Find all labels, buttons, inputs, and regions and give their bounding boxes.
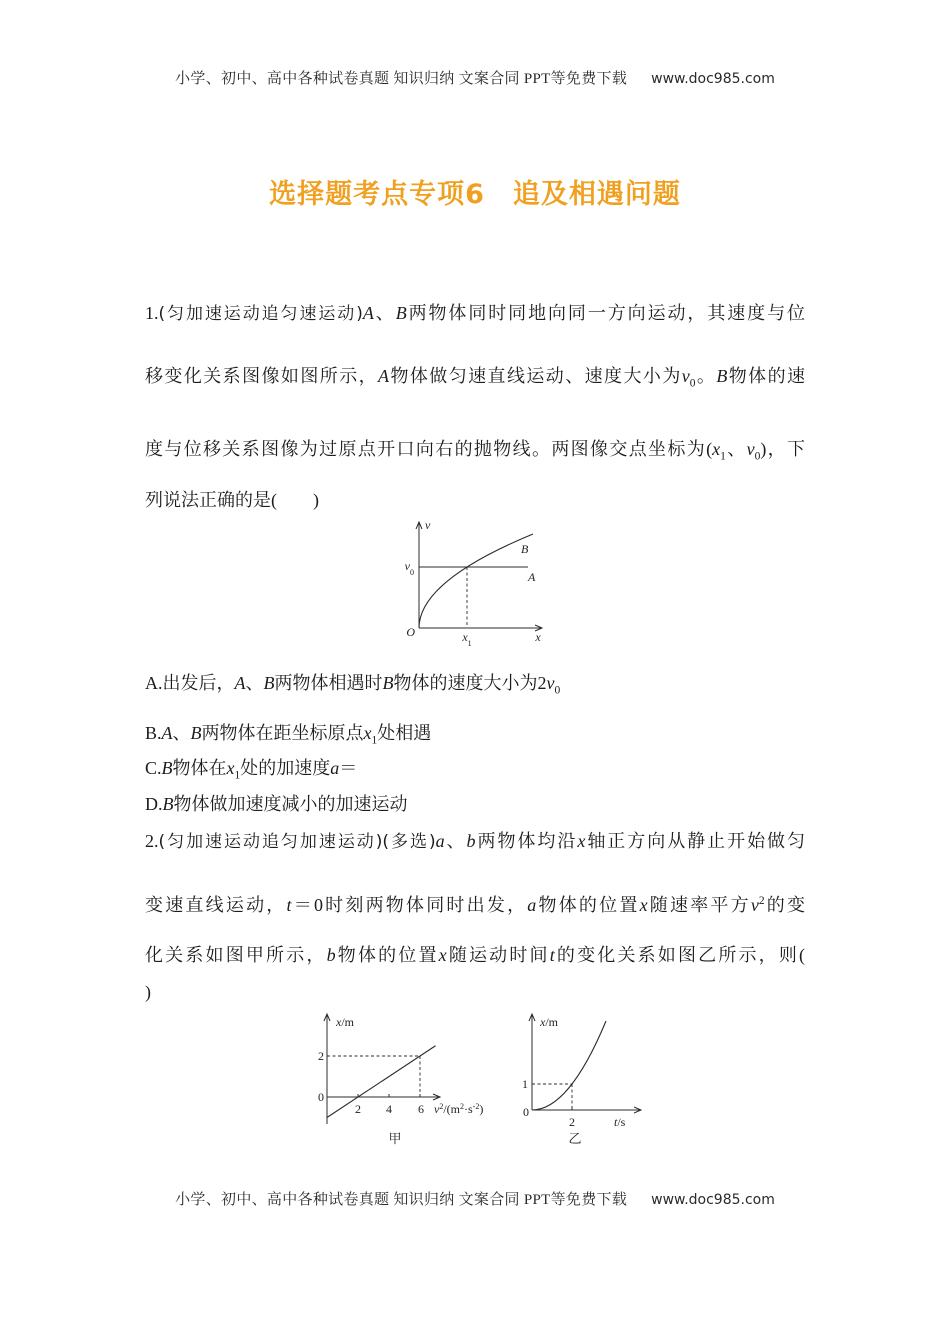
- footer-site: www.doc985.com: [651, 1192, 775, 1208]
- page-footer: [0, 1188, 950, 1212]
- text-run: A.出发后，: [145, 673, 235, 693]
- header-site: www.doc985.com: [651, 71, 775, 87]
- t-tick-label-2: 2: [569, 1115, 575, 1129]
- text-run: 的变化关系如图乙所示，则(: [554, 945, 806, 965]
- math-variable: t: [286, 895, 292, 915]
- y-tick-label-0: 0: [318, 1090, 324, 1104]
- text-run: 轴正方向从静止开始做匀: [585, 831, 806, 851]
- x1-label-sub: 1: [467, 638, 472, 648]
- math-variable: x: [639, 895, 648, 915]
- math-variable: b: [466, 831, 476, 851]
- math-variable: a: [330, 758, 340, 778]
- q1-option-a: [145, 671, 560, 695]
- page-title: 选择题考点专项6 追及相遇问题: [269, 179, 681, 210]
- x-axis-label-sup: -2: [472, 1101, 480, 1111]
- v-axis-label: v: [425, 518, 431, 532]
- x-axis-label-sup: 2: [439, 1101, 444, 1111]
- text-run: 两物体相遇时: [274, 673, 383, 693]
- text-run: 处的加速度: [240, 758, 331, 778]
- text-run: 、: [245, 673, 264, 693]
- y-tick-label-1: 1: [522, 1077, 528, 1091]
- x-t-curve: [532, 1021, 606, 1110]
- q1-line-4: [145, 488, 319, 512]
- text-run: 、: [444, 831, 467, 851]
- q2-line-2: [145, 893, 805, 917]
- q1-option-d: [145, 792, 408, 816]
- text-run: C.: [145, 758, 162, 778]
- math-variable: B: [161, 758, 173, 778]
- page-header: [0, 67, 950, 91]
- math-variable: A: [362, 303, 374, 323]
- x1-label-main: x: [462, 630, 468, 644]
- math-variable: A: [161, 723, 173, 743]
- math-variable: A: [234, 673, 246, 693]
- text-run: 移变化关系图像如图所示，: [145, 366, 379, 386]
- x-tick-label-4: 4: [386, 1102, 392, 1116]
- footer-text: 小学、初中、高中各种试卷真题 知识归纳 文案合同 PPT等免费下载: [175, 1192, 628, 1208]
- y-tick-label-2: 2: [318, 1049, 324, 1063]
- text-run: B.: [145, 723, 162, 743]
- topic-tag: (匀加速运动追匀速运动): [158, 304, 363, 324]
- text-run: 两物体同时同地向同一方向运动，其速度与位: [406, 303, 806, 323]
- superscript: 2: [758, 895, 765, 907]
- text-run: 物体在: [172, 758, 227, 778]
- line-a-label: A: [528, 570, 536, 584]
- y-axis-label-unit: /m: [341, 1015, 354, 1029]
- y-axis-label-var: x: [336, 1015, 342, 1029]
- math-variable: b: [326, 945, 336, 965]
- text-run: 物体的速: [727, 366, 806, 386]
- y-axis-label: [539, 1015, 559, 1029]
- x-axis-label: x: [535, 630, 541, 644]
- x-axis-label-sup: 2: [460, 1101, 464, 1111]
- math-variable: v: [746, 439, 755, 459]
- math-variable: B: [382, 673, 394, 693]
- text-run: 物体做加速度减小的加速运动: [173, 794, 408, 814]
- origin-label: O: [406, 625, 415, 639]
- math-variable: x: [577, 831, 586, 851]
- text-run: 两物体均沿: [475, 831, 578, 851]
- x-axis-label: [434, 1102, 483, 1117]
- text-run: )，下: [760, 439, 806, 459]
- text-run: 化关系如图甲所示，: [145, 945, 327, 965]
- figure-caption-yi: 乙: [568, 1131, 582, 1146]
- topic-tag: (匀加速运动追匀加速运动)(多选): [158, 832, 436, 852]
- text-run: 物体的速度大小为2: [393, 673, 547, 693]
- subscript: 0: [554, 684, 561, 697]
- origin-label: 0: [523, 1105, 529, 1119]
- q1-line-3: [145, 437, 805, 461]
- x-tick-label-2: 2: [355, 1102, 361, 1116]
- text-run: 处相遇: [377, 723, 432, 743]
- math-variable: x: [226, 758, 235, 778]
- y-axis-label-var: x: [540, 1015, 546, 1029]
- figure-caption-jia: 甲: [388, 1131, 402, 1146]
- q1-option-b: [145, 721, 431, 745]
- text-run: 随速率平方: [647, 895, 751, 915]
- math-variable: a: [435, 831, 445, 851]
- math-variable: A: [378, 366, 390, 386]
- subscript: 0: [689, 377, 696, 390]
- math-variable: v: [546, 673, 555, 693]
- text-run: ): [145, 982, 151, 1002]
- text-run: D.: [145, 794, 163, 814]
- math-variable: x: [438, 945, 447, 965]
- text-run: 。: [695, 366, 717, 386]
- y-axis-label-unit: /m: [545, 1015, 558, 1029]
- math-variable: B: [716, 366, 728, 386]
- math-variable: B: [162, 794, 174, 814]
- x-axis-label-unit: ·s: [464, 1102, 473, 1116]
- y-axis-label: [335, 1015, 355, 1029]
- math-variable: a: [527, 895, 537, 915]
- text-run: ＝: [339, 758, 358, 778]
- math-variable: v: [681, 366, 690, 386]
- text-run: 、: [725, 439, 747, 459]
- figure-yi-x-t-graph: [515, 1008, 650, 1153]
- subscript: 1: [371, 734, 378, 747]
- text-run: 、: [172, 723, 191, 743]
- math-variable: v: [750, 895, 759, 915]
- q2-line-4: [145, 980, 151, 1004]
- text-run: 列说法正确的是( ): [145, 490, 319, 510]
- math-variable: x: [363, 723, 372, 743]
- text-run: 2.: [145, 831, 159, 851]
- figure-jia-x-v2-graph: [310, 1008, 510, 1153]
- x-axis-label-var: v: [434, 1102, 440, 1116]
- v0-label-sub: 0: [410, 567, 414, 577]
- t-axis-label-unit: /s: [617, 1115, 626, 1129]
- text-run: 物体做匀速直线运动、速度大小为: [389, 366, 682, 386]
- math-variable: B: [190, 723, 202, 743]
- curve-b: [419, 534, 533, 628]
- math-variable: B: [395, 303, 407, 323]
- q1-line-1: [145, 301, 805, 326]
- subscript: 1: [234, 769, 241, 782]
- x-axis-label-unit: ): [479, 1102, 484, 1116]
- math-variable: t: [549, 945, 555, 965]
- subscript: 0: [754, 450, 761, 463]
- q2-line-1: [145, 829, 805, 854]
- q1-line-2: [145, 364, 805, 388]
- figure-v-x-graph: [395, 512, 555, 647]
- text-run: 、: [373, 303, 396, 323]
- text-run: ＝0时刻两物体同时出发，: [291, 895, 528, 915]
- curve-b-label: B: [521, 542, 529, 556]
- text-run: 度与位移关系图像为过原点开口向右的抛物线。两图像交点坐标为(: [145, 439, 713, 459]
- x1-tick-label: [461, 630, 471, 648]
- q1-option-c: [145, 756, 357, 780]
- t-axis-label-var: t: [614, 1115, 618, 1129]
- text-run: 两物体在距坐标原点: [201, 723, 364, 743]
- v0-label-main: v: [404, 559, 410, 573]
- text-run: 变速直线运动，: [145, 895, 287, 915]
- x-axis-label-unit: /(m: [443, 1102, 460, 1116]
- math-variable: x: [712, 439, 721, 459]
- x-tick-label-6: 6: [418, 1102, 424, 1116]
- t-axis-label: [614, 1115, 626, 1129]
- v0-label: [405, 559, 414, 577]
- text-run: 物体的位置: [536, 895, 640, 915]
- header-text: 小学、初中、高中各种试卷真题 知识归纳 文案合同 PPT等免费下载: [175, 71, 628, 87]
- q2-line-3: [145, 943, 805, 967]
- subscript: 1: [720, 450, 726, 463]
- math-variable: B: [263, 673, 275, 693]
- text-run: 物体的位置: [335, 945, 439, 965]
- text-run: 1.: [145, 303, 159, 323]
- text-run: 随运动时间: [446, 945, 550, 965]
- text-run: 的变: [764, 895, 806, 915]
